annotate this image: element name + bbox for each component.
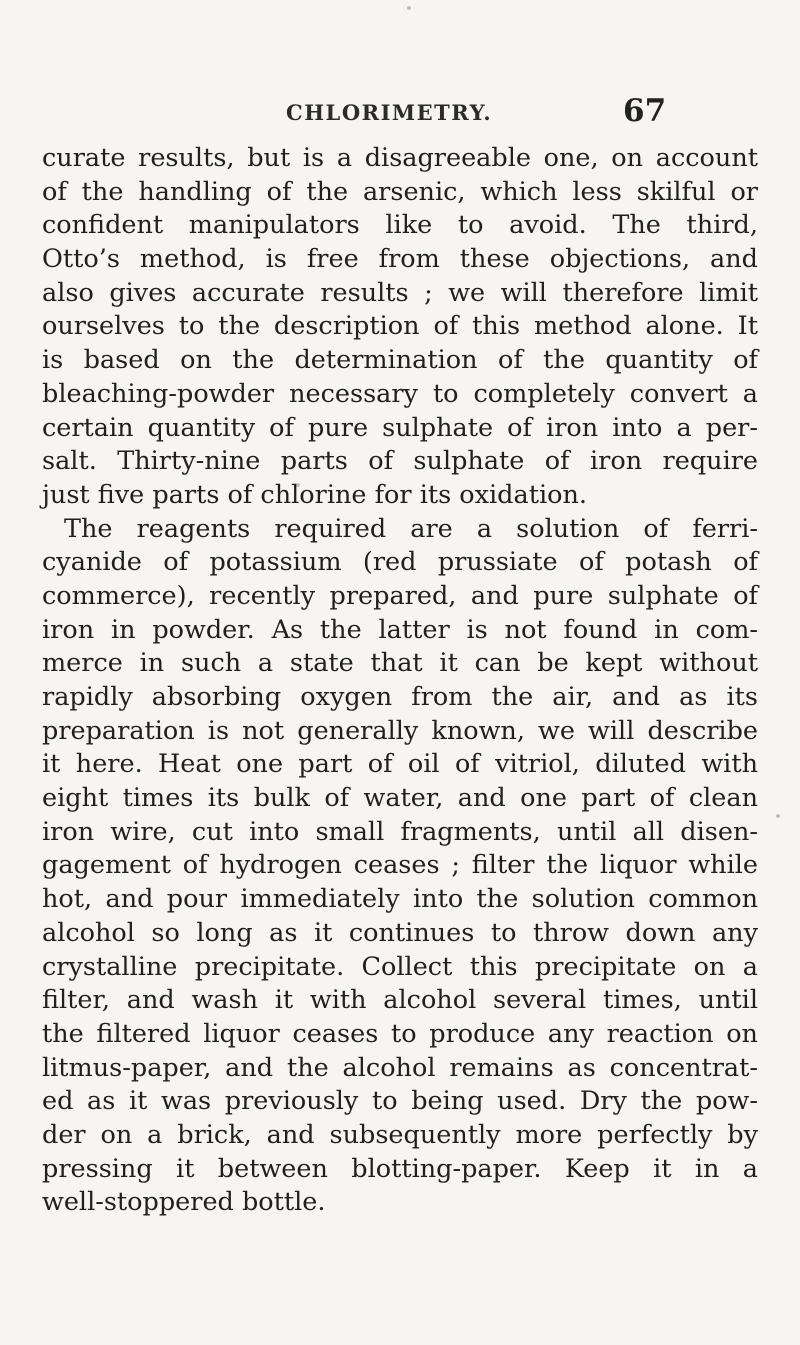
print-speck [407, 6, 411, 10]
print-speck [668, 664, 672, 668]
print-speck [776, 814, 780, 818]
text-line: filter, and wash it with alcohol several times, until [42, 985, 758, 1016]
text-line: alcohol so long as it continues to throw down any [42, 917, 758, 948]
page-number: 67 [623, 93, 667, 129]
text-line: merce in such a state that it can be kept without [42, 648, 758, 679]
text-line: confident manipulators like to avoid. The third, [42, 210, 758, 241]
text-line: is based on the determination of the quantity of [42, 345, 758, 376]
text-line: crystalline precipitate. Collect this precipitate on a [42, 951, 758, 982]
text-line: The reagents required are a solution of ferri- [64, 513, 758, 544]
running-head [286, 92, 756, 128]
text-line: bleaching-powder necessary to completely convert a [42, 378, 758, 409]
text-line: ourselves to the description of this method alone. It [42, 311, 758, 342]
text-line: also gives accurate results ; we will therefore limit [42, 277, 758, 308]
text-line: litmus-paper, and the alcohol remains as concentrat- [42, 1052, 758, 1083]
text-line: gagement of hydrogen ceases ; filter the liquor while [42, 850, 758, 881]
chapter-title: CHLORIMETRY. [286, 100, 493, 125]
text-line: rapidly absorbing oxygen from the air, and as its [42, 682, 758, 712]
text-line: pressing it between blotting-paper. Keep it in a [42, 1153, 758, 1184]
text-line: the filtered liquor ceases to produce any reaction on [42, 1018, 758, 1049]
text-line: curate results, but is a disagreeable one, on account [42, 143, 758, 173]
text-line: well-stoppered bottle. [42, 1187, 326, 1218]
text-line: cyanide of potassium (red prussiate of potash of [42, 547, 758, 578]
text-line: salt. Thirty-nine parts of sulphate of iron require [42, 446, 758, 477]
text-line: just five parts of chlorine for its oxidation. [42, 479, 587, 510]
text-line: iron in powder. As the latter is not found in com- [42, 614, 758, 645]
text-line: hot, and pour immediately into the solution common [42, 884, 758, 915]
print-speck [296, 483, 300, 487]
text-line: certain quantity of pure sulphate of iron into a per- [42, 412, 758, 443]
text-line: ed as it was previously to being used. Dry the pow- [42, 1086, 758, 1117]
text-line: Otto’s method, is free from these objections, and [42, 244, 758, 275]
text-line: of the handling of the arsenic, which less skilful or [42, 176, 758, 207]
body-text [42, 142, 758, 1220]
text-line: iron wire, cut into small fragments, until all disen- [42, 816, 758, 847]
text-line: der on a brick, and subsequently more perfectly by [42, 1119, 758, 1150]
text-line: eight times its bulk of water, and one part of clean [42, 783, 758, 814]
text-line: commerce), recently prepared, and pure sulphate of [42, 580, 758, 611]
text-line: preparation is not generally known, we will describe [42, 715, 758, 746]
text-line: it here. Heat one part of oil of vitriol, diluted with [42, 749, 758, 780]
